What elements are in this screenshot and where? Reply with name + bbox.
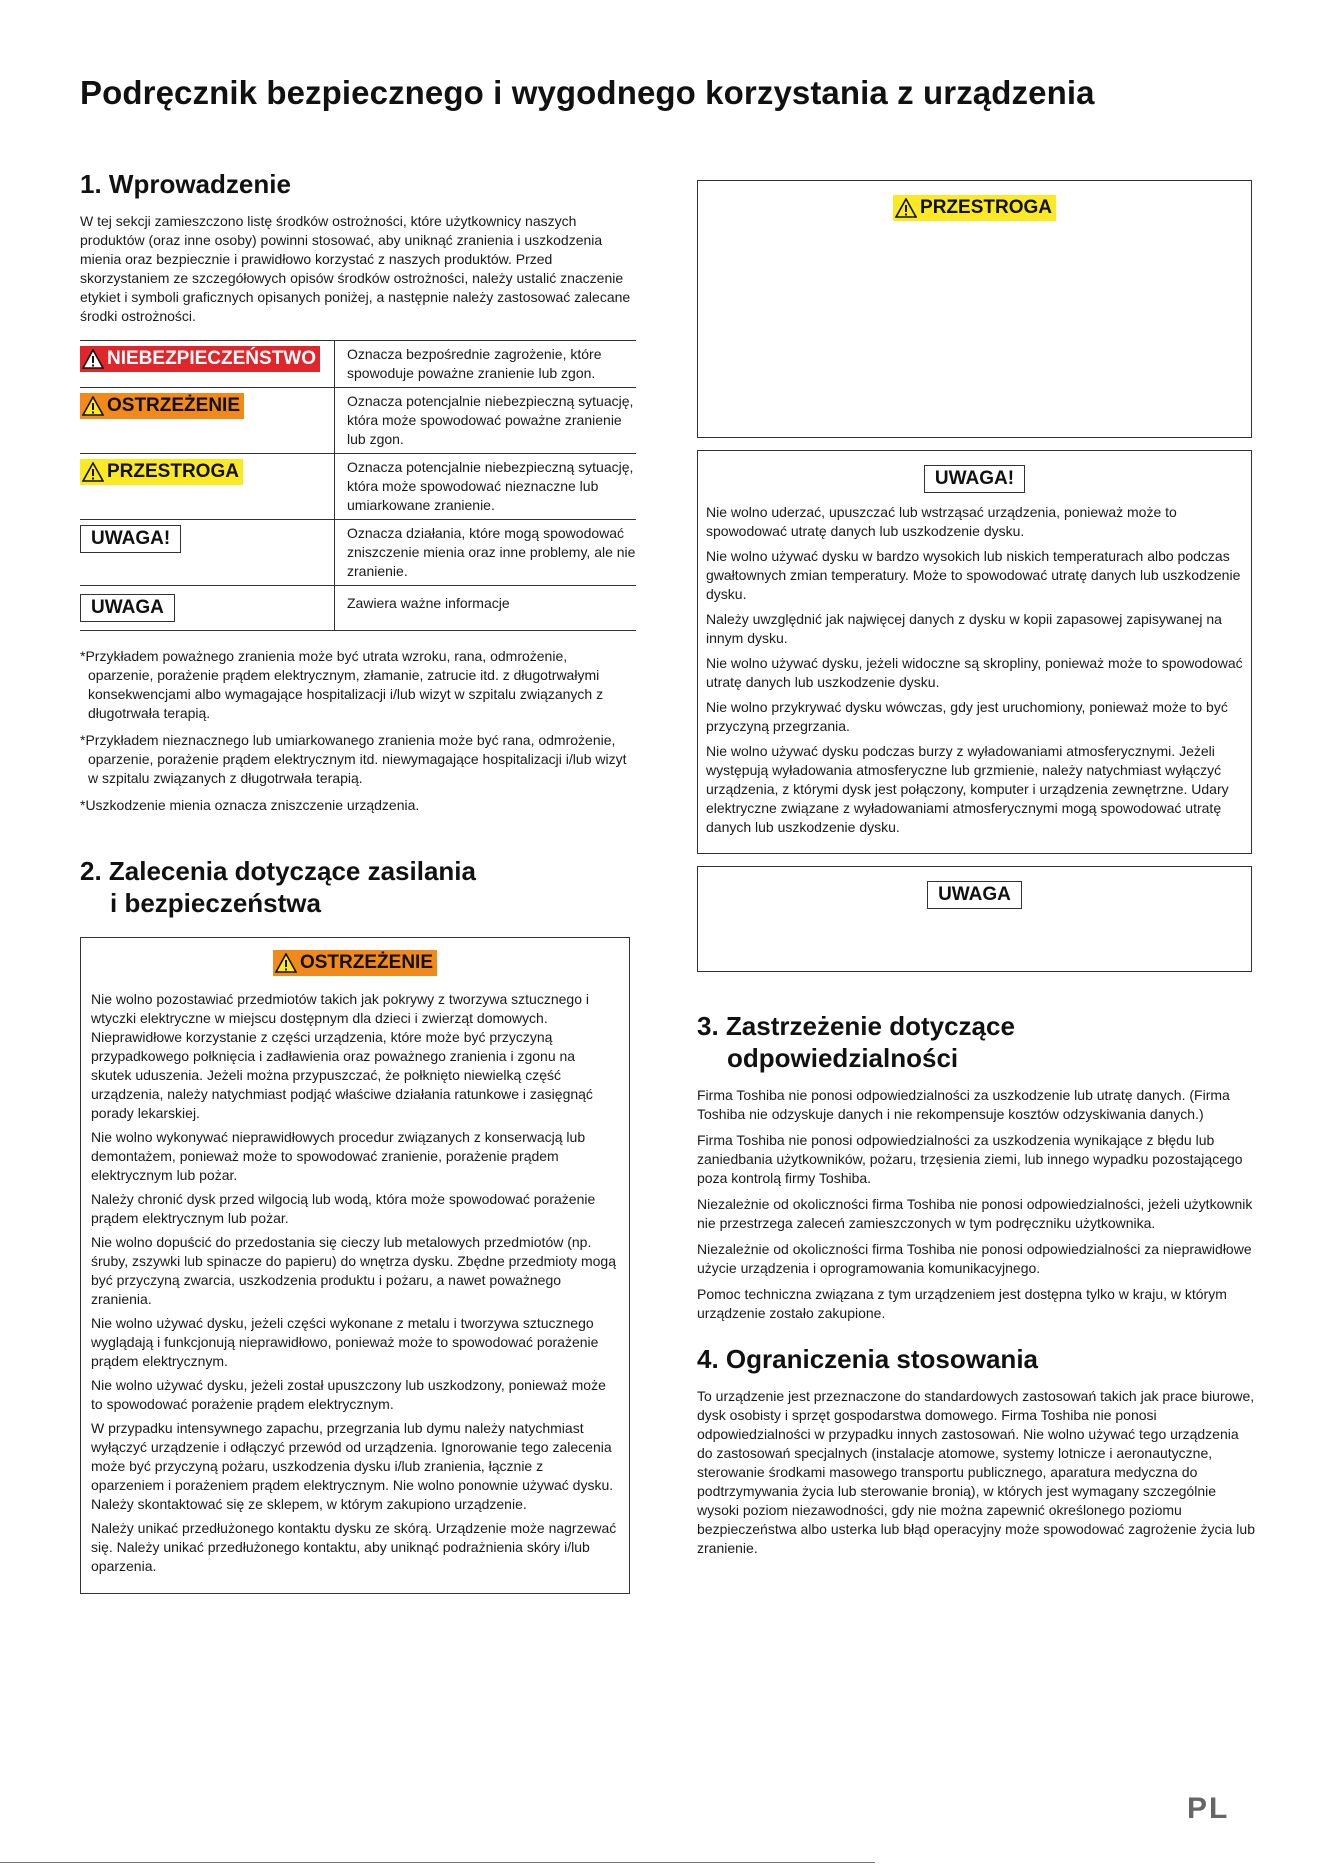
section2	[80, 855, 636, 1594]
left-column	[80, 168, 636, 1594]
section4-body	[697, 1387, 1255, 1558]
legend-row-notice	[80, 586, 636, 631]
warning-box-label: OSTRZEŻENIE	[299, 952, 433, 973]
warning-box-badge	[273, 950, 437, 976]
warning-triangle-icon	[275, 953, 297, 973]
right-column	[697, 180, 1255, 1562]
disclaimer-paragraph: Firma Toshiba nie ponosi odpowiedzialności za uszkodzenia wynikające z błędu lub zaniedbania użytkowników, pożaru, trzęsienia ziemi, lub innego wypadku pozostającego poza kontrolą firmy Toshiba.	[697, 1132, 1243, 1186]
warning-triangle-icon	[895, 198, 917, 218]
legend-row-notice-excl	[80, 520, 636, 586]
disclaimer-paragraph: Pomoc techniczna związana z tym urządzeniem jest dostępna tylko w kraju, w którym urządzenie zostało zakupione.	[697, 1286, 1227, 1321]
disclaimer-paragraph: Niezależnie od okoliczności firma Toshiba nie ponosi odpowiedzialności za nieprawidłowe użycie urządzenia i oprogramowania komunikacyjnego.	[697, 1241, 1252, 1276]
section3-heading-line2: odpowiedzialności	[727, 1043, 959, 1073]
notice-box	[697, 866, 1252, 972]
warning-box	[80, 937, 630, 1594]
notice-paragraph: Nie wolno przykrywać dysku wówczas, gdy jest uruchomiony, ponieważ może to być przyczyną przegrzania.	[706, 699, 1228, 734]
notice-paragraph: Nie wolno uderzać, upuszczać lub wstrząsać urządzenia, ponieważ może to spowodować utratę danych lub uszkodzenie dysku.	[706, 504, 1177, 539]
notice-excl-box-badge: UWAGA!	[924, 465, 1025, 493]
section2-heading-line1: 2. Zalecenia dotyczące zasilania	[80, 856, 476, 886]
warning-description: Oznacza potencjalnie niebezpieczną sytuację, która może spowodować poważne zranienie lub zgon.	[335, 388, 637, 454]
footnote-serious-injury: *Przykładem poważnego zranienia może być utrata wzroku, rana, odmrożenie, oparzenie, porażenie prądem elektrycznym, złamanie, zatrucie itd. z długotrwałymi konsekwencjami albo wymagające hospitalizacji i/lub wizyt w szpitalu związanych z długotrwała terapią.	[80, 648, 604, 721]
warning-paragraph: Należy unikać przedłużonego kontaktu dysku ze skórą. Urządzenie może nagrzewać się. Należy unikać przedłużonego kontaktu, aby uniknąć podrażnienia skóry i/lub oparzenia.	[91, 1520, 617, 1574]
section4-heading: 4. Ograniczenia stosowania	[697, 1344, 1038, 1374]
warning-paragraph: Należy chronić dysk przed wilgocią lub wodą, która może spowodować porażenie prądem elektrycznym lub pożar.	[91, 1191, 596, 1226]
danger-badge	[80, 346, 320, 372]
section3-heading-line1: 3. Zastrzeżenie dotyczące	[697, 1011, 1015, 1041]
footnote-minor-injury: *Przykładem nieznacznego lub umiarkowanego zranienia może być rana, odmrożenie, oparzenie, porażenie prądem elektrycznym itd. niewymagające hospitalizacji i/lub wizyt w szpitalu związanych z długotrwała terapią.	[80, 732, 627, 786]
notice-box-badge: UWAGA	[927, 881, 1022, 909]
bottom-divider	[0, 1862, 875, 1863]
warning-paragraph: Nie wolno używać dysku, jeżeli części wykonane z metalu i tworzywa sztucznego wyglądają i funkcjonują nieprawidłowo, ponieważ może to spowodować porażenie prądem elektrycznym.	[91, 1315, 599, 1369]
notice-excl-box-body	[698, 503, 1251, 837]
page-title: Podręcznik bezpiecznego i wygodnego korzystania z urządzenia	[80, 74, 1095, 111]
language-mark: PL	[1187, 1792, 1230, 1825]
notice-paragraph: Nie wolno używać dysku w bardzo wysokich lub niskich temperaturach albo podczas gwałtownych zmian temperatury. Może to spowodować utratę danych lub uszkodzenie dysku.	[706, 548, 1241, 602]
warning-triangle-icon	[82, 396, 104, 416]
notice-description: Zawiera ważne informacje	[335, 586, 637, 631]
section4	[697, 1343, 1255, 1558]
caution-box	[697, 180, 1252, 438]
warning-label: OSTRZEŻENIE	[107, 395, 241, 416]
notice-paragraph: Nie wolno używać dysku, jeżeli widoczne są skropliny, ponieważ może to spowodować utratę danych lub uszkodzenie dysku.	[706, 655, 1243, 690]
warning-paragraph: Nie wolno pozostawiać przedmiotów takich jak pokrywy z tworzywa sztucznego i wtyczki elektryczne w miejscu dostępnym dla dzieci i zwierząt domowych. Nieprawidłowe korzystanie z części urządzenia, które może być przyczyną przypadkowego połknięcia i zadławienia oraz poważnego zranienia i zgonu na skutek uduszenia. Jeżeli można przypuszczać, że połknięto niewielką część urządzenia, należy natychmiast podjąć właściwe działania ratunkowe i zasięgnąć porady lekarskiej.	[91, 991, 593, 1121]
caution-badge	[80, 459, 243, 485]
warning-paragraph: Nie wolno dopuścić do przedostania się cieczy lub metalowych przedmiotów (np. śruby, zszywki lub spinacze do papieru) do wnętrza dysku. Zbędne przedmioty mogą być przyczyną zwarcia, uszkodzenia produktu i pożaru, a nawet poważnego zranienia.	[91, 1234, 616, 1307]
footnote-property-damage: *Uszkodzenie mienia oznacza zniszczenie urządzenia.	[80, 797, 420, 813]
section2-heading-line2: i bezpieczeństwa	[110, 888, 321, 918]
warning-paragraph: Nie wolno używać dysku, jeżeli został upuszczony lub uszkodzony, ponieważ może to spowodować porażenie prądem elektrycznym.	[91, 1377, 606, 1412]
legend-row-danger	[80, 341, 636, 388]
section3	[697, 1010, 1255, 1323]
notice-badge: UWAGA	[80, 594, 175, 622]
danger-description: Oznacza bezpośrednie zagrożenie, które spowoduje poważne zranienie lub zgon.	[335, 341, 637, 388]
legend-row-caution	[80, 454, 636, 520]
notice-paragraph: Należy uwzględnić jak najwięcej danych z dysku w kopii zapasowej zapisywanej na innym dysku.	[706, 611, 1222, 646]
notice-paragraph: Nie wolno używać dysku podczas burzy z wyładowaniami atmosferycznymi. Jeżeli występują wyładowania atmosferyczne lub grzmienie, należy natychmiast wyłączyć urządzenia, z którymi dysk jest połączony, komputer i urządzenia zewnętrzne. Udary elektryczne związane z wyładowaniami atmosferycznymi mogą spowodować utratę danych lub uszkodzenie dysku.	[706, 743, 1229, 835]
section3-body	[697, 1086, 1255, 1323]
warning-triangle-icon	[82, 462, 104, 482]
warning-badge	[80, 393, 244, 419]
section3-heading	[697, 1010, 1255, 1074]
caution-box-label: PRZESTROGA	[920, 197, 1052, 218]
caution-label: PRZESTROGA	[107, 461, 239, 482]
disclaimer-paragraph: Niezależnie od okoliczności firma Toshiba nie ponosi odpowiedzialności, jeżeli użytkownik nie przestrzega zaleceń zamieszczonych w tym podręczniku użytkownika.	[697, 1196, 1253, 1231]
notice-excl-description: Oznacza działania, które mogą spowodować zniszczenie mienia oraz inne problemy, ale nie zranienie.	[335, 520, 637, 586]
disclaimer-paragraph: Firma Toshiba nie ponosi odpowiedzialności za uszkodzenie lub utratę danych. (Firma Toshiba nie odzyskuje danych i nie rekompensuje kosztów odzyskiwania danych.)	[697, 1087, 1230, 1122]
caution-description: Oznacza potencjalnie niebezpieczną sytuację, która może spowodować nieznaczne lub umiarkowane zranienie.	[335, 454, 637, 520]
legend-row-warning	[80, 388, 636, 454]
footnotes	[80, 647, 636, 815]
warning-paragraph: Nie wolno wykonywać nieprawidłowych procedur związanych z konserwacją lub demontażem, ponieważ może to spowodować zranienie, porażenie prądem elektrycznym lub pożar.	[91, 1129, 586, 1183]
caution-box-badge	[893, 195, 1056, 221]
notice-excl-badge: UWAGA!	[80, 525, 181, 553]
section1-intro: W tej sekcji zamieszczono listę środków ostrożności, które użytkownicy naszych produktów (oraz inne osoby) powinni stosować, aby uniknąć zranienia i uszkodzenia mienia oraz bezpiecznie i prawidłowo korzystać z naszych produktów. Przed skorzystaniem ze szczegółowych opisów środków ostrożności, należy ustalić znaczenie etykiet i symboli graficznych opisanych poniżej, a następnie należy zastosować zalecane środki ostrożności.	[80, 213, 631, 324]
hazard-legend-table	[80, 340, 636, 631]
notice-excl-box	[697, 450, 1252, 854]
warning-box-body	[81, 990, 629, 1576]
warning-triangle-icon	[82, 349, 104, 369]
limitations-paragraph: To urządzenie jest przeznaczone do standardowych zastosowań takich jak prace biurowe, dysk osobisty i sprzęt gospodarstwa domowego. Firma Toshiba nie ponosi odpowiedzialności w przypadku innych zastosowań. Nie wolno używać tego urządzenia do zastosowań specjalnych (instalacje atomowe, systemy lotnicze i aeronautyczne, sterowanie środkami masowego transportu publicznego, aparatura medyczna do podtrzymywania życia lub sterowanie bronią), w których jest wymagany szczególnie wysoki poziom niezawodności, gdy nie można zapewnić określonego poziomu bezpieczeństwa albo usterka lub błąd operacyjny może spowodować zagrożenie życia lub zranienie.	[697, 1388, 1255, 1556]
warning-paragraph: W przypadku intensywnego zapachu, przegrzania lub dymu należy natychmiast wyłączyć urządzenie i odłączyć przewód od urządzenia. Ignorowanie tego zalecenia może być przyczyną pożaru, uszkodzenia dysku i/lub zranienia, łącznie z oparzeniem i porażeniem prądem elektrycznym. Nie wolno ponownie używać dysku. Należy skontaktować się ze sklepem, w którym zakupiono urządzenie.	[91, 1420, 614, 1512]
section2-heading	[80, 855, 636, 919]
section1-heading: 1. Wprowadzenie	[80, 169, 291, 199]
danger-label: NIEBEZPIECZEŃSTWO	[107, 348, 317, 369]
